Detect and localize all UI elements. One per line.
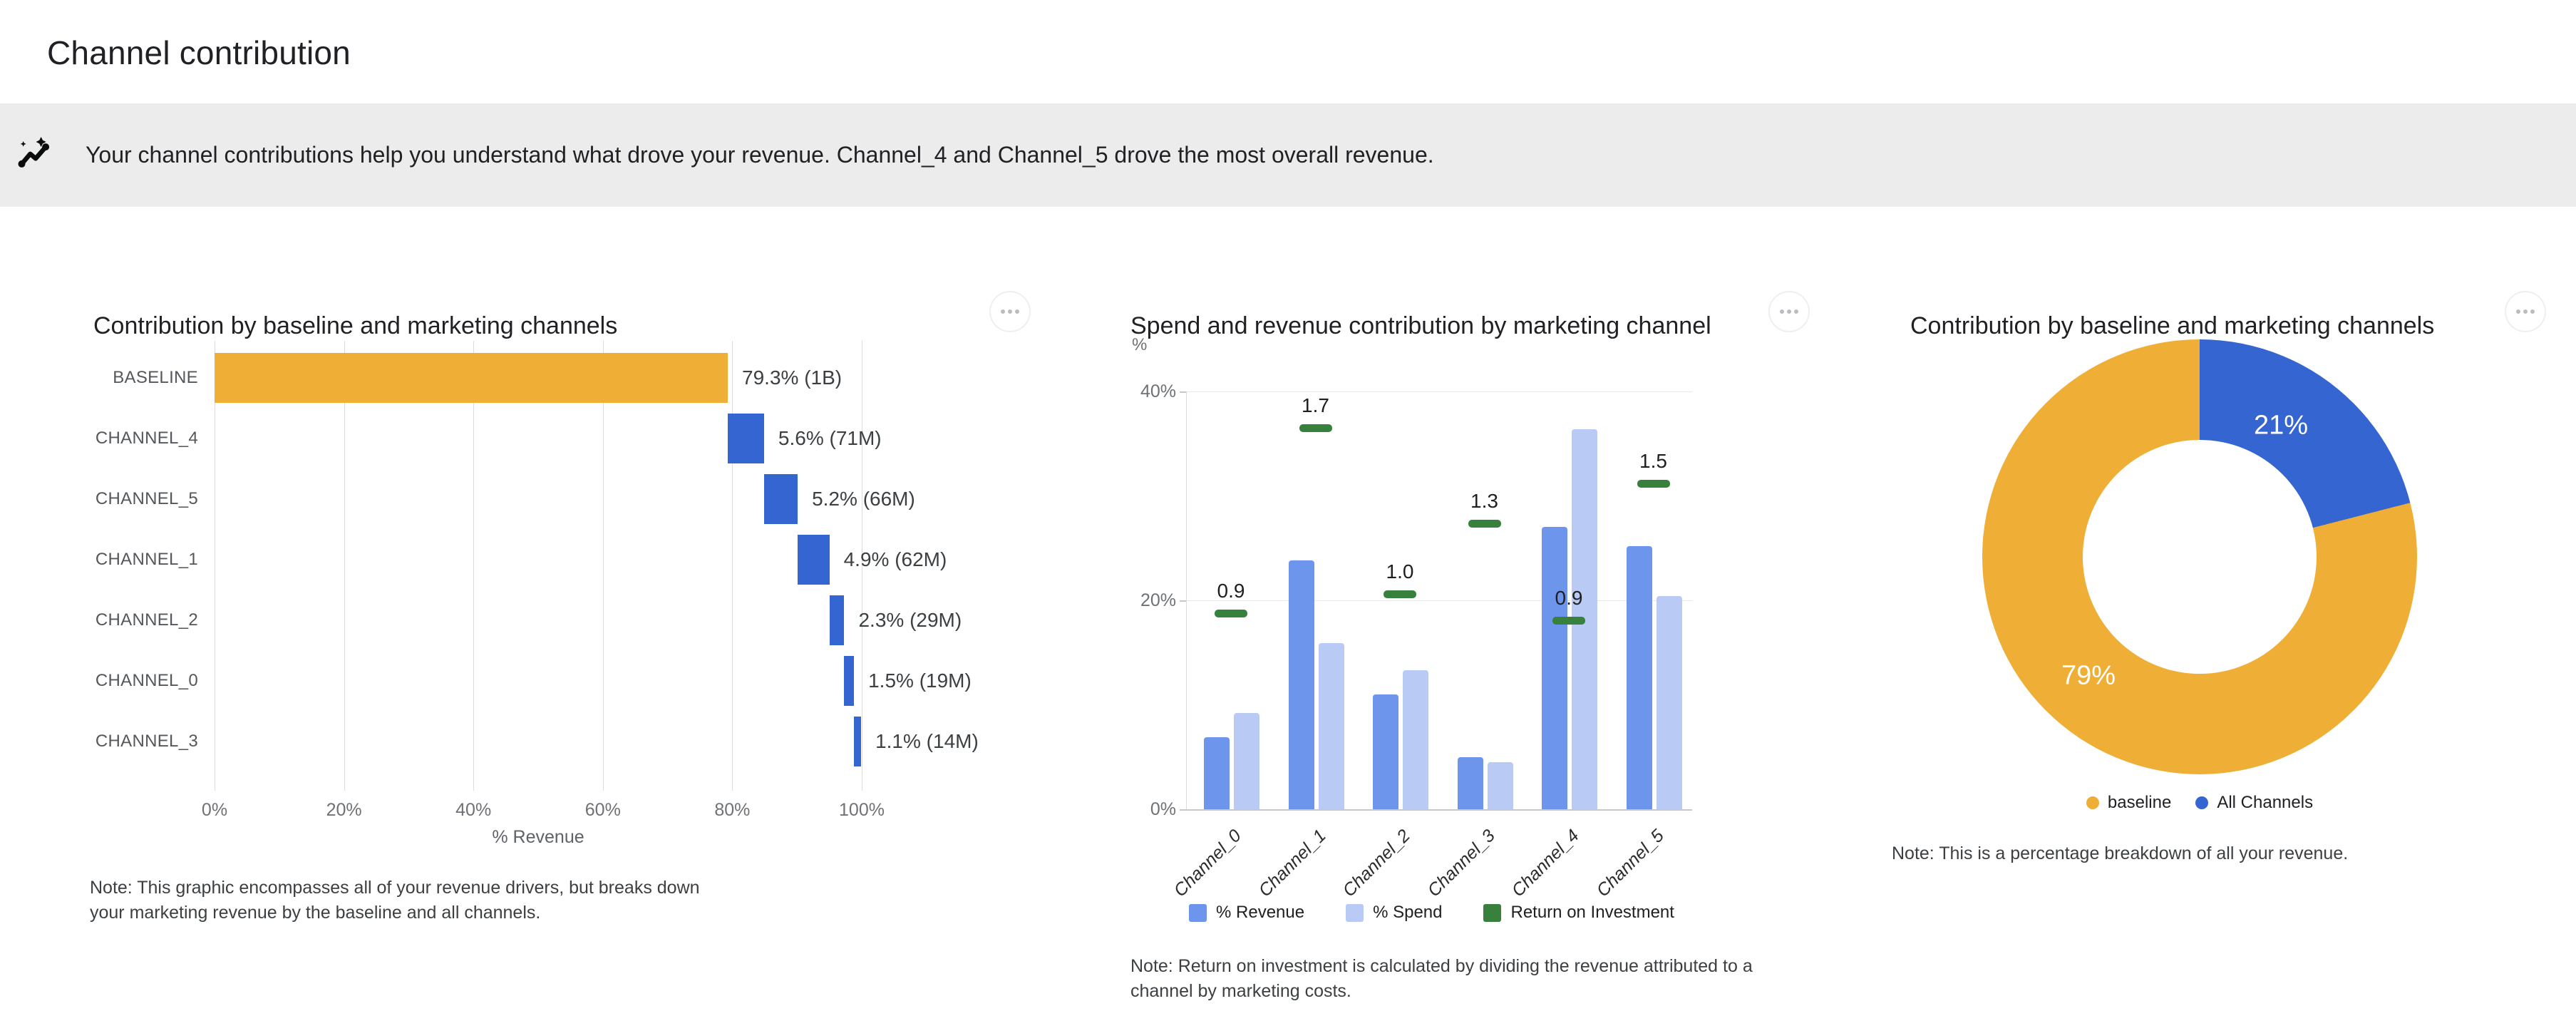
- legend-label: % Spend: [1373, 903, 1443, 922]
- category-label: CHANNEL_2: [95, 610, 198, 630]
- roi-value-label: 0.9: [1555, 586, 1583, 609]
- bar-value-label: 79.3% (1B): [742, 366, 843, 389]
- bar-value-label: 5.2% (66M): [812, 488, 915, 510]
- category-label: CHANNEL_5: [95, 489, 198, 508]
- bar-revenue-channel_5[interactable]: [1627, 546, 1652, 809]
- waterfall-plot: [90, 338, 1042, 866]
- bar-revenue-channel_2[interactable]: [1373, 694, 1398, 809]
- roi-marker-channel_5[interactable]: [1637, 480, 1670, 488]
- page-title: Channel contribution: [47, 34, 351, 71]
- bar-value-label: 1.5% (19M): [868, 669, 972, 692]
- waterfall-card-title: Contribution by baseline and marketing channels: [93, 312, 618, 340]
- ellipsis-icon: [2516, 309, 2520, 314]
- roi-marker-channel_1[interactable]: [1299, 424, 1332, 432]
- waterfall-bar-channel_1[interactable]: [798, 535, 829, 585]
- legend-swatch: [1483, 904, 1501, 922]
- y-tick-label: 40%: [1140, 381, 1176, 401]
- spend-revenue-card-menu-button[interactable]: [1768, 291, 1810, 332]
- legend-label: % Revenue: [1216, 903, 1305, 922]
- gridline: [473, 341, 474, 791]
- category-label: BASELINE: [113, 368, 198, 387]
- roi-marker-channel_0[interactable]: [1215, 610, 1247, 617]
- x-tick-label: 80%: [714, 800, 751, 820]
- roi-value-label: 1.3: [1470, 489, 1498, 512]
- legend-item: [2086, 793, 2171, 813]
- x-category-label: Channel_4: [1508, 826, 1583, 901]
- bar-revenue-channel_3[interactable]: [1458, 757, 1483, 809]
- donut-card: [1890, 291, 2552, 1011]
- x-tick-label: 0%: [201, 800, 228, 820]
- bar-spend-channel_5[interactable]: [1657, 596, 1682, 809]
- spend-revenue-legend: [1189, 903, 1716, 923]
- legend-swatch: [2195, 796, 2208, 809]
- bar-spend-channel_3[interactable]: [1488, 762, 1513, 809]
- waterfall-card: [90, 291, 1042, 1011]
- bar-spend-channel_0[interactable]: [1234, 713, 1259, 809]
- donut-hole: [2083, 440, 2317, 674]
- bar-value-label: 1.1% (14M): [875, 730, 979, 752]
- y-axis-unit-label: %: [1132, 335, 1148, 354]
- x-category-label: Channel_1: [1254, 826, 1330, 901]
- x-tick-label: 100%: [839, 800, 885, 820]
- bar-revenue-channel_4[interactable]: [1542, 527, 1567, 809]
- roi-value-label: 1.7: [1302, 394, 1329, 417]
- waterfall-bar-channel_2[interactable]: [830, 595, 845, 645]
- spend-revenue-card: [1130, 291, 1836, 1011]
- category-label: CHANNEL_1: [95, 550, 198, 569]
- ellipsis-icon: [1780, 309, 1784, 314]
- legend-swatch: [2086, 796, 2099, 809]
- legend-item: [2195, 793, 2313, 813]
- insight-banner: [0, 103, 2576, 207]
- donut-slice-label-all-channels: 21%: [2253, 410, 2309, 441]
- waterfall-bar-channel_0[interactable]: [844, 656, 854, 706]
- gridline: [1186, 809, 1692, 811]
- waterfall-x-axis-title: % Revenue: [492, 827, 584, 847]
- y-axis-line: [1186, 391, 1187, 809]
- legend-item: [1189, 903, 1304, 923]
- y-tick-label: 0%: [1150, 799, 1176, 819]
- legend-label: baseline: [2107, 793, 2172, 812]
- bar-revenue-channel_1[interactable]: [1289, 560, 1314, 809]
- spend-revenue-note: Note: Return on investment is calculated by dividing the revenue attributed to a channel by marketing costs.: [1130, 956, 1753, 1001]
- legend-item: [1346, 903, 1442, 923]
- bar-spend-channel_2[interactable]: [1403, 670, 1428, 809]
- y-tick-mark: [1180, 600, 1186, 602]
- x-category-label: Channel_3: [1423, 826, 1499, 901]
- bar-revenue-channel_0[interactable]: [1204, 737, 1230, 809]
- roi-marker-channel_3[interactable]: [1468, 520, 1501, 528]
- y-tick-label: 20%: [1140, 590, 1176, 610]
- x-category-label: Channel_2: [1339, 826, 1414, 901]
- bar-value-label: 5.6% (71M): [778, 427, 882, 449]
- x-category-label: Channel_0: [1170, 826, 1245, 901]
- roi-marker-channel_4[interactable]: [1552, 617, 1585, 625]
- roi-value-label: 1.0: [1386, 560, 1414, 583]
- gridline: [1186, 391, 1692, 392]
- ellipsis-icon: [1001, 309, 1005, 314]
- category-label: CHANNEL_4: [95, 429, 198, 448]
- bar-spend-channel_1[interactable]: [1319, 643, 1344, 809]
- legend-label: All Channels: [2217, 793, 2314, 812]
- y-tick-mark: [1180, 391, 1186, 393]
- spend-revenue-card-title: Spend and revenue contribution by marketing channel: [1130, 312, 1711, 340]
- y-tick-mark: [1180, 809, 1186, 811]
- bar-value-label: 2.3% (29M): [858, 609, 962, 631]
- legend-swatch: [1346, 904, 1364, 922]
- category-label: CHANNEL_0: [95, 671, 198, 690]
- waterfall-bar-channel_4[interactable]: [728, 414, 764, 463]
- x-tick-label: 60%: [584, 800, 621, 820]
- bar-value-label: 4.9% (62M): [843, 548, 947, 570]
- roi-marker-channel_2[interactable]: [1384, 590, 1416, 598]
- waterfall-bar-channel_3[interactable]: [854, 717, 861, 766]
- x-tick-label: 20%: [326, 800, 362, 820]
- insights-sparkline-icon: [17, 137, 54, 174]
- donut-slice-label-baseline: 79%: [2061, 660, 2116, 691]
- legend-item: [1483, 903, 1674, 923]
- roi-value-label: 1.5: [1639, 449, 1667, 472]
- gridline: [732, 341, 733, 791]
- insight-banner-text: Your channel contributions help you understand what drove your revenue. Channel_4 and Channel_5 drove the most overall revenue.: [86, 142, 1434, 168]
- x-category-label: Channel_5: [1592, 826, 1668, 901]
- waterfall-bar-baseline[interactable]: [215, 353, 728, 403]
- donut-card-title: Contribution by baseline and marketing channels: [1910, 312, 2435, 340]
- legend-label: Return on Investment: [1510, 903, 1674, 922]
- donut-note: Note: This is a percentage breakdown of all your revenue.: [1892, 843, 2349, 863]
- legend-swatch: [1189, 904, 1207, 922]
- waterfall-card-menu-button[interactable]: [989, 291, 1031, 332]
- category-label: CHANNEL_3: [95, 732, 198, 751]
- donut-card-menu-button[interactable]: [2505, 291, 2546, 332]
- x-tick-label: 40%: [455, 800, 492, 820]
- roi-value-label: 0.9: [1217, 579, 1245, 602]
- waterfall-bar-channel_5[interactable]: [764, 474, 798, 524]
- gridline: [603, 341, 604, 791]
- gridline: [344, 341, 345, 791]
- waterfall-note: Note: This graphic encompasses all of your revenue drivers, but breaks down your marketing revenue by the baseline and all channels.: [90, 878, 700, 923]
- spend-revenue-plot: [1130, 362, 1836, 901]
- donut-legend: [1896, 793, 2503, 813]
